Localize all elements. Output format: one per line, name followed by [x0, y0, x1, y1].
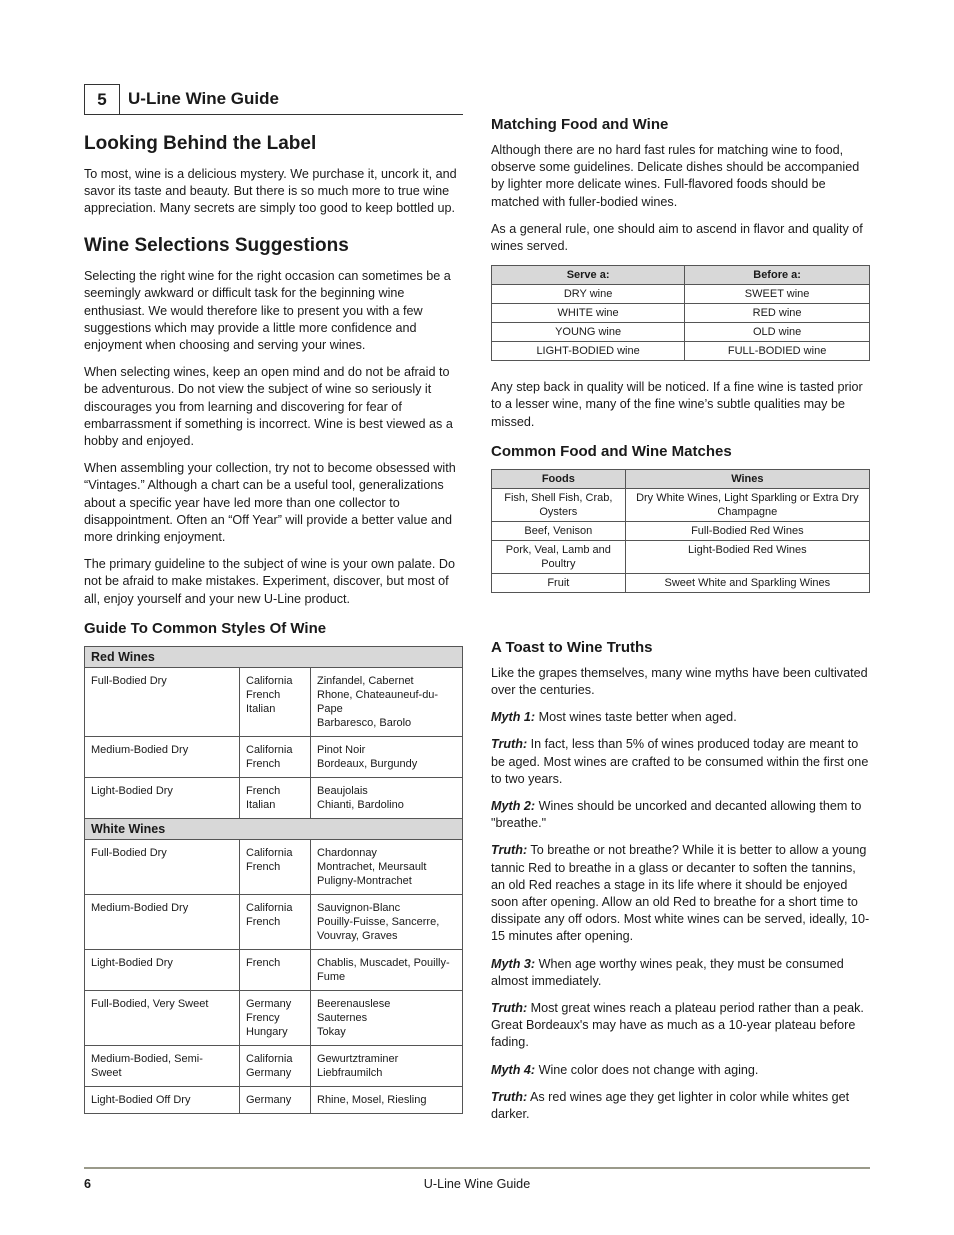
wines-header: Wines: [625, 469, 869, 488]
myth-paragraph: [491, 1062, 870, 1079]
serve-header: Serve a:: [492, 266, 685, 285]
heading-common-matches: Common Food and Wine Matches: [491, 442, 732, 460]
paragraph-suggestions-4: The primary guideline to the subject of wine is your own palate. Do not be afraid to make mistakes. Experiment, discover, but most of all, enjoy yourself and your new U-Line product.: [84, 557, 456, 606]
table-cell: YOUNG wine: [492, 323, 685, 342]
table-cell: Fruit: [492, 573, 626, 592]
table-group-row: [85, 818, 463, 839]
wine-style-cell: Full-Bodied Dry: [85, 667, 240, 736]
table-group-header: Red Wines: [85, 646, 463, 667]
table-row: [85, 1086, 463, 1113]
table-row: [85, 949, 463, 990]
myth-text: When age worthy wines peak, they must be consumed almost immediately.: [491, 956, 844, 988]
table-row: [492, 342, 870, 361]
table-group-row: [85, 646, 463, 667]
myth-paragraph: [491, 842, 870, 945]
paragraph-label: To most, wine is a delicious mystery. We purchase it, uncork it, and savor its taste and beauty. But there is so much more to true wine appreciation. Many secrets are simply too good to keep bottled up.: [84, 166, 457, 216]
wine-region-cell: French Italian: [240, 777, 311, 818]
wine-region-cell: California Germany: [240, 1045, 311, 1086]
myth-paragraph: [491, 1000, 870, 1052]
wine-region-cell: California French: [240, 894, 311, 949]
table-cell: Beef, Venison: [492, 521, 626, 540]
left-column: [84, 84, 463, 1114]
myths-list: [491, 709, 870, 1123]
heading-looking-behind-label: Looking Behind the Label: [84, 133, 317, 154]
myth-label: Myth 3:: [491, 956, 536, 971]
table-group-header: White Wines: [85, 818, 463, 839]
wine-names-cell: Chardonnay Montrachet, Meursault Puligny-Montrachet: [311, 839, 463, 894]
wine-style-cell: Medium-Bodied Dry: [85, 894, 240, 949]
table-row: [85, 667, 463, 736]
heading-common-styles: Guide To Common Styles Of Wine: [84, 619, 327, 637]
table-row: [492, 573, 870, 592]
wine-style-cell: Light-Bodied Dry: [85, 949, 240, 990]
wine-region-cell: California French: [240, 839, 311, 894]
food-wine-table: [491, 469, 870, 593]
table-cell: FULL-BODIED wine: [685, 342, 870, 361]
myth-paragraph: [491, 956, 870, 990]
chapter-title: U-Line Wine Guide: [128, 89, 279, 108]
table-cell: Dry White Wines, Light Sparkling or Extra Dry Champagne: [625, 488, 869, 521]
wine-region-cell: California French Italian: [240, 667, 311, 736]
wine-region-cell: Germany: [240, 1086, 311, 1113]
paragraph-matching-1: Although there are no hard fast rules for matching wine to food, observe some guidelines. Delicate dishes should be accompanied by lighter more delicate wines. Full-flavored foods should be matched with fuller-bodied wines.: [491, 143, 860, 209]
wine-names-cell: Sauvignon-Blanc Pouilly-Fuisse, Sancerre, Vouvray, Graves: [311, 894, 463, 949]
wine-style-cell: Full-Bodied Dry: [85, 839, 240, 894]
myth-paragraph: [491, 736, 870, 788]
wine-names-cell: Gewurtztraminer Liebfraumilch: [311, 1045, 463, 1086]
myth-paragraph: [491, 709, 870, 726]
wine-style-cell: Light-Bodied Off Dry: [85, 1086, 240, 1113]
wine-style-cell: Full-Bodied, Very Sweet: [85, 990, 240, 1045]
table-cell: WHITE wine: [492, 304, 685, 323]
paragraph-step-back: Any step back in quality will be noticed. If a fine wine is tasted prior to a lesser wine, many of the fine wine’s subtle qualities may be missed.: [491, 380, 863, 429]
foods-header: Foods: [492, 469, 626, 488]
wine-names-cell: Chablis, Muscadet, Pouilly-Fume: [311, 949, 463, 990]
myth-label: Myth 1:: [491, 710, 536, 725]
before-header: Before a:: [685, 266, 870, 285]
myth-paragraph: [491, 798, 870, 832]
myth-label: Truth:: [491, 1089, 528, 1104]
heading-wine-selections: Wine Selections Suggestions: [84, 235, 349, 257]
myth-text: To breathe or not breathe? While it is better to allow a young tannic Red to breathe in a glass or decanter to soften the tannins, an old Red reaches a stage in its life where it should be enjoyed soon after opening. Allow an old Red to breathe for a short time to dissipate any off odors. Most white wines can be served, ideally, 10-15 minutes after opening.: [491, 843, 870, 944]
wine-style-cell: Light-Bodied Dry: [85, 777, 240, 818]
myth-paragraph: [491, 1089, 870, 1123]
heading-toast-wine-truths: A Toast to Wine Truths: [491, 638, 653, 656]
paragraph-matching-2: As a general rule, one should aim to ascend in flavor and quality of wines served.: [491, 221, 863, 254]
right-column: [491, 104, 870, 1133]
wine-region-cell: Germany Frency Hungary: [240, 990, 311, 1045]
myth-text: Wine color does not change with aging.: [535, 1062, 759, 1077]
table-row: [492, 488, 870, 521]
myth-text: In fact, less than 5% of wines produced today are meant to be aged. Most wines are crafted to be consumed within the first one to two years.: [491, 737, 869, 786]
table-cell: Fish, Shell Fish, Crab, Oysters: [492, 488, 626, 521]
wine-names-cell: Zinfandel, Cabernet Rhone, Chateauneuf-du-Pape Barbaresco, Barolo: [311, 667, 463, 736]
wine-names-cell: Beaujolais Chianti, Bardolino: [311, 777, 463, 818]
wine-names-cell: Pinot Noir Bordeaux, Burgundy: [311, 736, 463, 777]
table-row: [492, 521, 870, 540]
myth-text: Most great wines reach a plateau period rather than a peak. Great Bordeaux's may have as much as a 10-year plateau before fading.: [491, 1001, 864, 1050]
table-cell: Sweet White and Sparkling Wines: [625, 573, 869, 592]
paragraph-suggestions-3: When assembling your collection, try not to become obsessed with “Vintages.” Although a chart can be a useful tool, generalizations about a specific year have led more than one collector to disappointment. Often an “Off Year” will provide a better value and more drinking enjoyment.: [84, 461, 456, 545]
wine-style-cell: Medium-Bodied Dry: [85, 736, 240, 777]
table-cell: DRY wine: [492, 285, 685, 304]
table-row: [492, 304, 870, 323]
page-number: 6: [84, 1177, 92, 1191]
paragraph-toast-intro: Like the grapes themselves, many wine myths have been cultivated over the centuries.: [491, 665, 868, 698]
myth-label: Myth 2:: [491, 799, 536, 814]
page-footer: [84, 1167, 870, 1191]
wine-style-cell: Medium-Bodied, Semi-Sweet: [85, 1045, 240, 1086]
table-cell: Pork, Veal, Lamb and Poultry: [492, 540, 626, 573]
table-row: [492, 285, 870, 304]
heading-matching-food-wine: Matching Food and Wine: [491, 116, 669, 133]
table-row: [85, 736, 463, 777]
myth-label: Truth:: [491, 843, 528, 858]
chapter-number: 5: [84, 84, 120, 114]
table-row: [492, 540, 870, 573]
wine-styles-table: [84, 646, 463, 1114]
wine-region-cell: French: [240, 949, 311, 990]
wine-names-cell: Beerenauslese Sauternes Tokay: [311, 990, 463, 1045]
myth-label: Truth:: [491, 1001, 528, 1016]
table-row: [85, 777, 463, 818]
table-row: [85, 1045, 463, 1086]
table-row: [85, 990, 463, 1045]
table-cell: Full-Bodied Red Wines: [625, 521, 869, 540]
table-row: [492, 323, 870, 342]
table-cell: SWEET wine: [685, 285, 870, 304]
wine-region-cell: California French: [240, 736, 311, 777]
table-cell: Light-Bodied Red Wines: [625, 540, 869, 573]
paragraph-suggestions-2: When selecting wines, keep an open mind and do not be afraid to be adventurous. Do not view the subject of wine so seriously it discourages you from learning and discovering for fear of embarrassment if something is incorrect. Wine is best viewed as a hobby and enjoyed.: [84, 365, 453, 449]
table-row: [85, 839, 463, 894]
chapter-header: [84, 84, 463, 115]
myth-text: Wines should be uncorked and decanted allowing them to "breathe.": [491, 799, 862, 831]
table-cell: RED wine: [685, 304, 870, 323]
myth-label: Truth:: [491, 737, 528, 752]
myth-label: Myth 4:: [491, 1062, 536, 1077]
table-cell: OLD wine: [685, 323, 870, 342]
paragraph-suggestions-1: Selecting the right wine for the right occasion can sometimes be a seemingly awkward or difficult task for the beginning wine enthusiast. We would therefore like to present you with a few suggestions which may provide a little more confidence and enjoyment when choosing and serving your wines.: [84, 269, 451, 353]
table-row: [85, 894, 463, 949]
wine-names-cell: Rhine, Mosel, Riesling: [311, 1086, 463, 1113]
footer-title: U-Line Wine Guide: [423, 1177, 531, 1191]
myth-text: As red wines age they get lighter in color while whites get darker.: [491, 1089, 850, 1122]
myth-text: Most wines taste better when aged.: [535, 710, 737, 725]
serve-order-table: [491, 265, 870, 361]
table-cell: LIGHT-BODIED wine: [492, 342, 685, 361]
